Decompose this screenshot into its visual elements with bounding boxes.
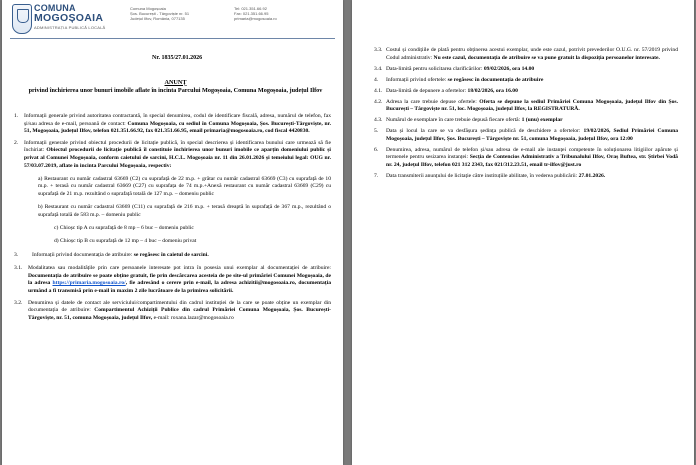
section-number: 7.: [374, 172, 379, 179]
section-number: 3.3.: [374, 47, 383, 53]
contact-line: primaria@mogosoaia.ro: [234, 16, 277, 21]
section-bold-text: Oferta se depune la sediul Primăriei Comuna Mogoșoaia, județul Ilfov din Șos. București – Târgoviște nr. 51, loc. Mogoșoaia, județul Ilfov, la REGISTRATURĂ.: [386, 98, 678, 113]
address-line: Comuna Mogoșoaia: [130, 6, 166, 11]
section-bold-text: Documentația de atribuire se poate obține gratuit, fie prin descărcarea acesteia de pe site-ul primăriei Comunei Mogoșoaia, de la adresa: [28, 272, 331, 287]
section-number: 4.2.: [374, 98, 383, 105]
section-text: Modalitatea sau modalitățile prin care persoanele interesate pot intra în posesia unui exemplar al documentației de atribuire:: [28, 265, 331, 272]
section-3-3: [374, 47, 678, 62]
section-number: 5.: [374, 128, 379, 135]
section-4-1: [374, 88, 678, 96]
section-text: Denumirea și datele de contact ale serviciului/compartimentului din cadrul instituției de la care se poate obține un exemplar din documentația de atribuire:: [28, 299, 331, 314]
address-line: Județul Ilfov, România, 077135: [130, 16, 185, 21]
section-bold-text: Obiectul procedurii de licitație publică îl constituie închirierea unor bunuri imobile ce aparțin domeniului public și privat al Comunei Mogoșoaia, conform caietului de sarcini, H.C.L. Mogoșoaia nr. 11 din 26.01.2026 și temeiului legal: OUG nr. 57/03.07.2019, aflate în incinta Parcului Mogoșoaia, respectiv:: [24, 147, 331, 169]
section-text: Data transmiterii anunțului de licitație către instituțiile abilitate, în vederea publicării:: [386, 172, 579, 179]
section-1: [14, 113, 331, 136]
org-line-1: COMUNA: [34, 3, 76, 13]
section-3-1: [14, 265, 331, 295]
section-text: e-mail: roxana.lazar@mogosoaia.ro: [153, 314, 234, 321]
section-text: Informații privind ofertele:: [386, 76, 448, 83]
section-4-3: [374, 117, 678, 125]
section-bold-text: Comuna Mogoșoaia, cu sediul în Comuna Mogoșoaia, Șos. București-Târgoviște, nr. 51, Mogoșoaia, județul Ilfov, telefon 021.351.66.92, fax 021.351.66.95, email primaria@mogosoaia.ro, cod fiscal 4420830.: [24, 120, 331, 135]
section-number: 4.: [374, 76, 379, 83]
section-text: Denumirea, adresa, numărul de telefon și/sau adresa de e-mail ale instanței competente în soluționarea litigiilor apărute și termenele pentru sesizarea instanței:: [386, 146, 678, 161]
coat-of-arms-icon: [12, 4, 32, 34]
section-text: Informații privind documentația de atribuire:: [32, 251, 134, 258]
section-bold-text: Secția de Contencios Administrativ a Tribunalului Ilfov, Oraș Buftea, str. Știrbei Vodă nr. 24, județul Ilfov, telefon 021 312 2343, fax 021/312.23.51, email tr-ilfov@just.ro: [386, 154, 678, 168]
document-title: [22, 79, 329, 95]
section-bold-text: Nu este cazul, documentația de atribuire se va pune gratuit la dispoziția persoanelor interesate.: [433, 54, 660, 61]
section-text: Data-limită pentru solicitarea clarificărilor:: [386, 65, 484, 72]
section-3-2: [14, 300, 331, 323]
section-bold-text: 09/02/2026, ora 14.00: [483, 65, 535, 72]
item-c: c) Chioșc tip A cu suprafață de 8 mp – 6 buc – domeniu public: [54, 224, 194, 231]
header-divider: [10, 38, 335, 39]
document-page-right: [352, 0, 694, 465]
left-body: [14, 113, 331, 322]
section-bold-text: , fie adresând o cerere prin e-mail, la adresa achizitii@mogosoaia.ro, documentația urmând a fi transmisă prin e-mail în maxim 2 zile lucrătoare de la primirea solicitării.: [28, 280, 331, 295]
section-bold-text: se regăsesc în caietul de sarcini.: [133, 251, 209, 258]
item-d: d) Chioșc tip B cu suprafață de 12 mp – 4 buc – domeniu privat: [54, 238, 197, 245]
site-link[interactable]: https://primaria.mogosoaia.ro/: [52, 280, 126, 287]
document-number: Nr. 1835/27.01.2026: [152, 55, 203, 61]
section-number: 1.: [14, 113, 19, 119]
item-a: a) Restaurant cu număr cadastral 63669 (C2) cu suprafață de 22 m.p. + grătar cu număr cadastral 63669 (C3) cu suprafață de 10 m.p. + terasă cu număr cadastral 63669 (C27) cu suprafața de 74 m.p.+Anexă restaurant cu număr cadastral 63669 (C29) cu suprafață de 21 m.p. rezultând o suprafață totală de 127 m.p. – domeniu public: [38, 175, 331, 197]
item-b: b) Restaurant cu număr cadastral 63669 (C11) cu suprafață de 216 m.p. + terasă dreaptă în suprafață de 367 m.p., rezultând o suprafață totală de 583 m.p. – domeniu public: [38, 204, 331, 218]
section-number: 3.1.: [14, 265, 23, 272]
contact-line: Tel: 021.351.66.92: [234, 6, 267, 11]
letterhead-contact: [234, 6, 277, 21]
section-3-4: [374, 66, 678, 74]
section-text: Informații generale privind obiectul procedurii de licitație publică, în special descrierea și identificarea bunului care urmează să fie închiriat:: [24, 139, 331, 154]
section-bold-text: Compartimentul Achiziții Publice din cadrul Primăriei Comuna Mogoșoaia, Șos. București-Târgoviște, nr. 51, comuna Mogoșoaia, județul Ilfov,: [28, 307, 331, 321]
address-line: Șos. București - Târgoviște nr. 51: [130, 11, 190, 16]
section-text: Numărul de exemplare în care trebuie depusă fiecare ofertă:: [386, 117, 522, 124]
section-number: 3.4.: [374, 65, 383, 72]
section-bold-text: 27.01.2026.: [578, 172, 606, 179]
section-4: [374, 77, 678, 85]
section-bold-text: 1 (unu) exemplar: [521, 117, 563, 124]
section-text: Data și locul la care se va desfășura ședința publică de deschidere a ofertelor:: [386, 128, 584, 135]
section-6: [374, 147, 678, 170]
section-text: Costul și condițiile de plată pentru obținerea acestui exemplar, unde este cazul, potrivit prevederilor O.U.G. nr. 57/2019 privind Codul administrativ:: [386, 47, 678, 61]
section-7: [374, 173, 678, 181]
section-4-2: [374, 99, 678, 114]
section-5: [374, 128, 678, 143]
title-body: privind închirierea unor bunuri imobile aflate în incinta Parcului Mogoșoaia, Comuna Mogoșoaia, județul Ilfov: [28, 87, 323, 94]
section-text: Adresa la care trebuie depuse ofertele:: [386, 98, 480, 105]
section-number: 3.2.: [14, 299, 23, 306]
letterhead: [12, 4, 335, 36]
section-text: Data-limită de depunere a ofertelor:: [386, 87, 468, 94]
section-number: 4.3.: [374, 117, 383, 124]
section-number: 3.: [14, 251, 19, 258]
section-number: 6.: [374, 146, 379, 153]
contact-line: Fax: 021.351.66.95: [234, 11, 269, 16]
letterhead-address: [130, 6, 189, 21]
org-line-3: ADMINISTRAȚIA PUBLICĂ LOCALĂ: [34, 25, 106, 30]
section-bold-text: 18/02/2026, ora 16.00: [467, 87, 518, 94]
title-anunt: ANUNȚ: [164, 79, 187, 86]
document-page-left: [2, 0, 343, 465]
section-number: 4.1.: [374, 87, 383, 94]
section-number: 2.: [14, 139, 19, 146]
right-body: [374, 47, 678, 184]
section-text: Informații generale privind autoritatea contractantă, în special denumirea, codul de identificare fiscală, adresa, numărul de telefon, fax și/sau adresa de e-mail, persoană de contact:: [24, 113, 331, 127]
organization-name: [34, 4, 105, 30]
section-2: [14, 140, 331, 170]
section-3: [14, 252, 331, 260]
section-bold-text: se regăsesc în documentația de atribuire: [447, 76, 544, 83]
section-bold-text: 19/02/2026, Sediul Primăriei Comuna Mogoșoaia, județul Ilfov, Șos. București – Târgoviște nr. 51, comuna Mogoșoaia, județul Ilfov, ora 12:00: [386, 128, 678, 142]
org-line-2: MOGOȘOAIA: [34, 12, 104, 24]
